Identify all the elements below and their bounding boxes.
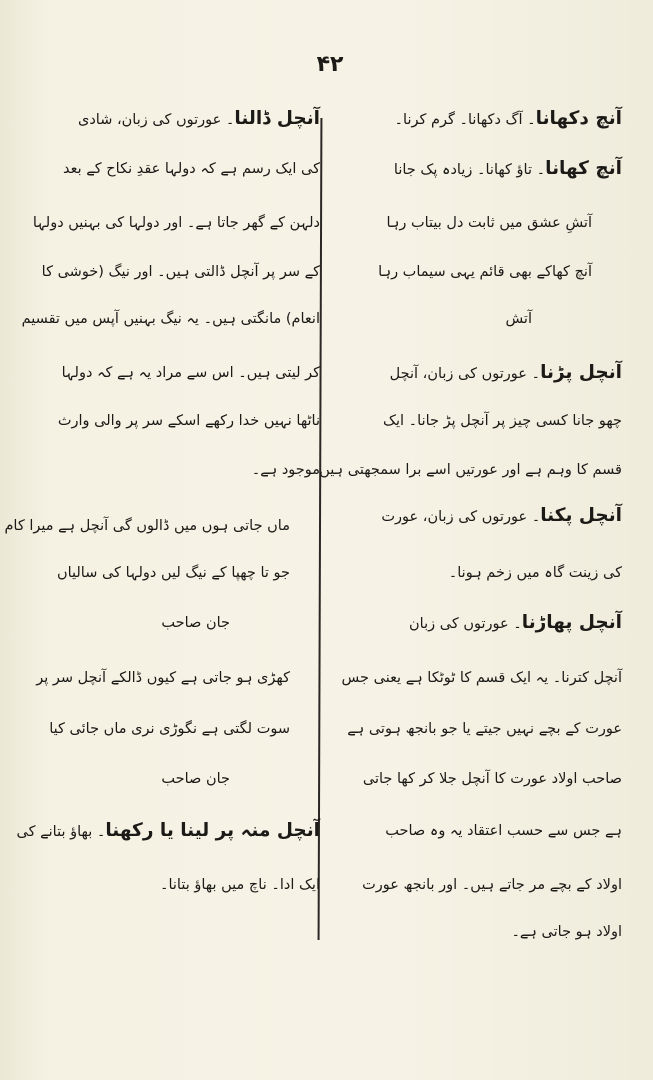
text-line: انعام) مانگتی ہیں۔ یہ نیگ بہنیں آپس میں تقسیم	[21, 311, 320, 327]
entry-headword: آنچ کھانا	[545, 158, 622, 179]
text-line: ایک ادا۔ ناچ میں بھاؤ بتانا۔	[159, 877, 320, 893]
column-divider	[318, 118, 323, 940]
entry-line	[390, 362, 622, 385]
verse-line: ماں جاتی ہوں میں ڈالوں گی آنچل ہے میرا کام	[4, 518, 290, 534]
text-line: قسم کا وہم ہے اور عورتیں اسے برا سمجھتی ہیں	[319, 462, 622, 478]
entry-line	[17, 820, 320, 843]
entry-headword: آنچل پھاڑنا	[521, 612, 622, 633]
verse-line: سوت لگتی ہے نگوڑی نری ماں جائی کیا	[49, 721, 290, 737]
text-line: چھو جانا کسی چیز پر آنچل پڑ جانا۔ ایک	[383, 413, 622, 429]
entry-line	[78, 108, 320, 131]
entry-definition: ۔ عورتوں کی زبان، عورت	[381, 509, 541, 525]
verse-line: جو تا چھپا کے نیگ لیں دولہا کی سالیاں	[56, 565, 290, 581]
entry-line	[395, 108, 622, 131]
entry-definition: ۔ عورتوں کی زبان	[409, 616, 522, 632]
entry-headword: آنچل ڈالنا	[234, 108, 320, 129]
entry-definition: ۔ بھاؤ بتانے کی	[16, 824, 106, 840]
text-line: کے سر پر آنچل ڈالتی ہیں۔ اور نیگ (خوشی کا	[41, 264, 320, 280]
poet-name: آتش	[505, 311, 532, 327]
text-line: دلہن کے گھر جاتا ہے۔ اور دولہا کی بہنیں دولہا	[32, 215, 320, 231]
text-line: ناٹھا نہیں خدا رکھے اسکے سر پر والی وارث	[57, 413, 320, 429]
entry-headword: آنچل پڑنا	[540, 362, 622, 383]
text-line: آنچل کترنا۔ یہ ایک قسم کا ٹوٹکا ہے یعنی جس	[341, 670, 622, 686]
text-line: کر لیتی ہیں۔ اس سے مراد یہ ہے کہ دولہا	[61, 365, 320, 381]
entry-line	[409, 612, 622, 635]
text-line: کی ایک رسم ہے کہ دولہا عقدِ نکاح کے بعد	[63, 161, 320, 177]
entry-line	[394, 158, 622, 181]
poet-name: جان صاحب	[161, 771, 230, 787]
entry-headword: آنچ دکھانا	[535, 108, 622, 129]
entry-headword: آنچل پکنا	[540, 505, 622, 526]
entry-definition: ۔ آگ دکھانا۔ گرم کرنا۔	[394, 112, 536, 128]
entry-headword: آنچل منہ پر لینا یا رکھنا	[105, 820, 320, 841]
text-line: صاحب اولاد عورت کا آنچل جلا کر کھا جاتی	[362, 771, 622, 787]
entry-definition: ۔ عورتوں کی زبان، آنچل	[389, 366, 541, 382]
page-number: ۴۲	[316, 52, 344, 77]
text-line: کی زینت گاہ میں زخم ہونا۔	[448, 565, 622, 581]
text-line: عورت کے بچے نہیں جیتے یا جو بانجھ ہوتی ہے	[347, 721, 622, 737]
text-line: ہے جس سے حسب اعتقاد یہ وہ صاحب	[385, 823, 622, 839]
text-line: موجود ہے۔	[251, 462, 320, 478]
poet-name: جان صاحب	[161, 615, 230, 631]
verse-line: آتشِ عشق میں ثابت دل بیتاب رہا	[386, 215, 592, 231]
text-line: اولاد ہو جاتی ہے۔	[511, 924, 622, 940]
entry-definition: ۔ تاؤ کھانا۔ زیادہ پک جانا	[393, 162, 546, 178]
verse-line: کھڑی ہو جاتی ہے کیوں ڈالکے آنچل سر پر	[36, 670, 290, 686]
verse-line: آنچ کھاکے بھی قائم یہی سیماب رہا	[378, 264, 592, 280]
text-line: اولاد کے بچے مر جاتے ہیں۔ اور بانجھ عورت	[362, 877, 622, 893]
entry-line	[381, 505, 622, 528]
entry-definition: ۔ عورتوں کی زبان، شادی	[77, 112, 235, 128]
